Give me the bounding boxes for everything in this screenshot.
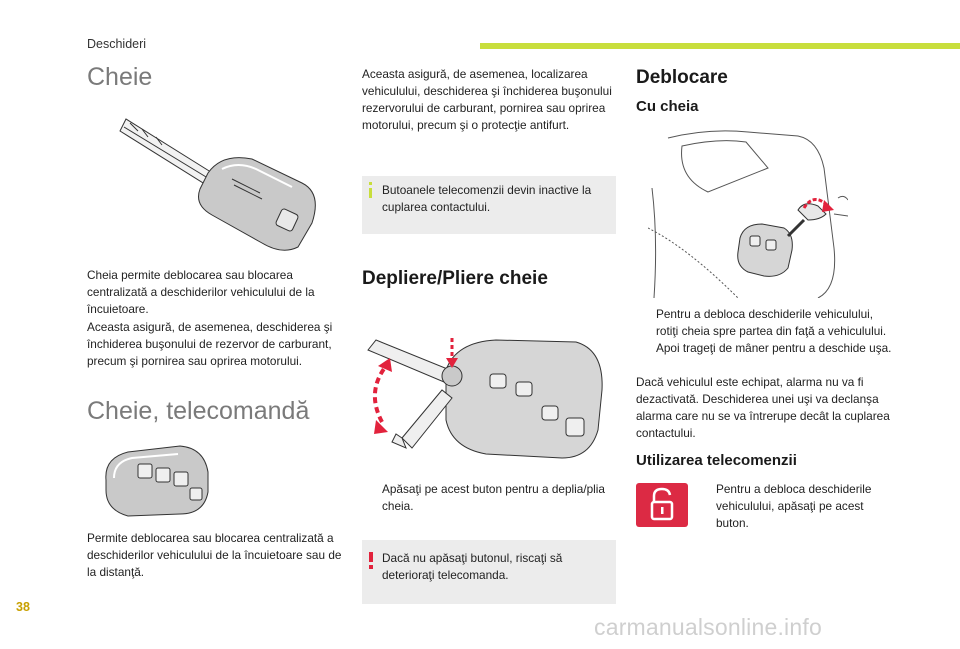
paragraph-alarm: Dacă vehiculul este echipat, alarma nu va fi dezactivată. Deschiderea unei uşi va declanşa alarma care nu se va întrerupe decât la cuplarea contactului. bbox=[636, 375, 890, 440]
paragraph-key-1: Cheia permite deblocarea sau blocarea centralizată a deschiderilor vehiculului de la încuietoare. bbox=[87, 268, 315, 316]
info-icon bbox=[369, 182, 372, 185]
remote-key-illustration bbox=[100, 442, 212, 520]
header-accent-bar bbox=[480, 43, 960, 49]
heading-cheie-telecomanda: Cheie, telecomandă bbox=[87, 397, 310, 425]
info-note bbox=[362, 176, 616, 234]
warning-icon-dot bbox=[369, 565, 373, 569]
heading-fold-key: Depliere/Pliere cheie bbox=[362, 268, 548, 289]
info-icon-bar bbox=[369, 188, 372, 198]
page-number: 38 bbox=[16, 600, 30, 614]
section-label: Deschideri bbox=[87, 37, 147, 51]
heading-deblocare: Deblocare bbox=[636, 67, 728, 88]
key-illustration bbox=[112, 113, 324, 253]
car-door-illustration bbox=[648, 128, 848, 298]
bullet-unlock-1-text: Pentru a debloca deschiderile vehiculului, rotiţi cheia spre partea din faţă a vehiculului. bbox=[656, 307, 887, 338]
heading-cu-cheia: Cu cheia bbox=[636, 98, 699, 115]
info-note-text: Butoanele telecomenzii devin inactive la cuplarea contactului. bbox=[382, 183, 592, 214]
paragraph-remote: Permite deblocarea sau blocarea centralizată a deschiderilor vehiculului de la încuietoare sau de la distanţă. bbox=[87, 531, 342, 579]
folding-key-illustration bbox=[366, 330, 610, 470]
warning-note bbox=[362, 540, 616, 604]
watermark: carmanualsonline.info bbox=[594, 614, 822, 640]
bullet-unlock-1 bbox=[636, 306, 898, 340]
heading-utilizarea-telecomenzii: Utilizarea telecomenzii bbox=[636, 452, 797, 469]
bullet-unlock-2 bbox=[636, 340, 898, 357]
bullet-fold-text: Apăsaţi pe acest buton pentru a deplia/plia cheia. bbox=[382, 482, 605, 513]
paragraph-key-2: Aceasta asigură, de asemenea, deschiderea şi închiderea buşonului de rezervor de carburant, precum şi pornirea sau oprirea motorului. bbox=[87, 320, 333, 368]
bullet-remote-unlock-text: Pentru a debloca deschiderile vehiculului, apăsaţi pe acest buton. bbox=[716, 482, 872, 530]
warning-icon bbox=[369, 552, 373, 562]
bullet-unlock-2-text: Apoi trageţi de mâner pentru a deschide uşa. bbox=[656, 341, 892, 355]
bullet-remote-unlock bbox=[696, 481, 896, 532]
warning-note-text: Dacă nu apăsaţi butonul, riscaţi să deterioraţi telecomanda. bbox=[382, 551, 563, 582]
bullet-fold bbox=[362, 481, 616, 515]
unlock-icon bbox=[636, 483, 688, 527]
heading-cheie: Cheie bbox=[87, 63, 153, 91]
paragraph-remote-functions: Aceasta asigură, de asemenea, localizarea vehiculului, deschiderea şi închiderea buşonului rezervorului de carburant, pornirea sau oprirea motorului, precum şi o protecţie antifurt. bbox=[362, 67, 612, 132]
